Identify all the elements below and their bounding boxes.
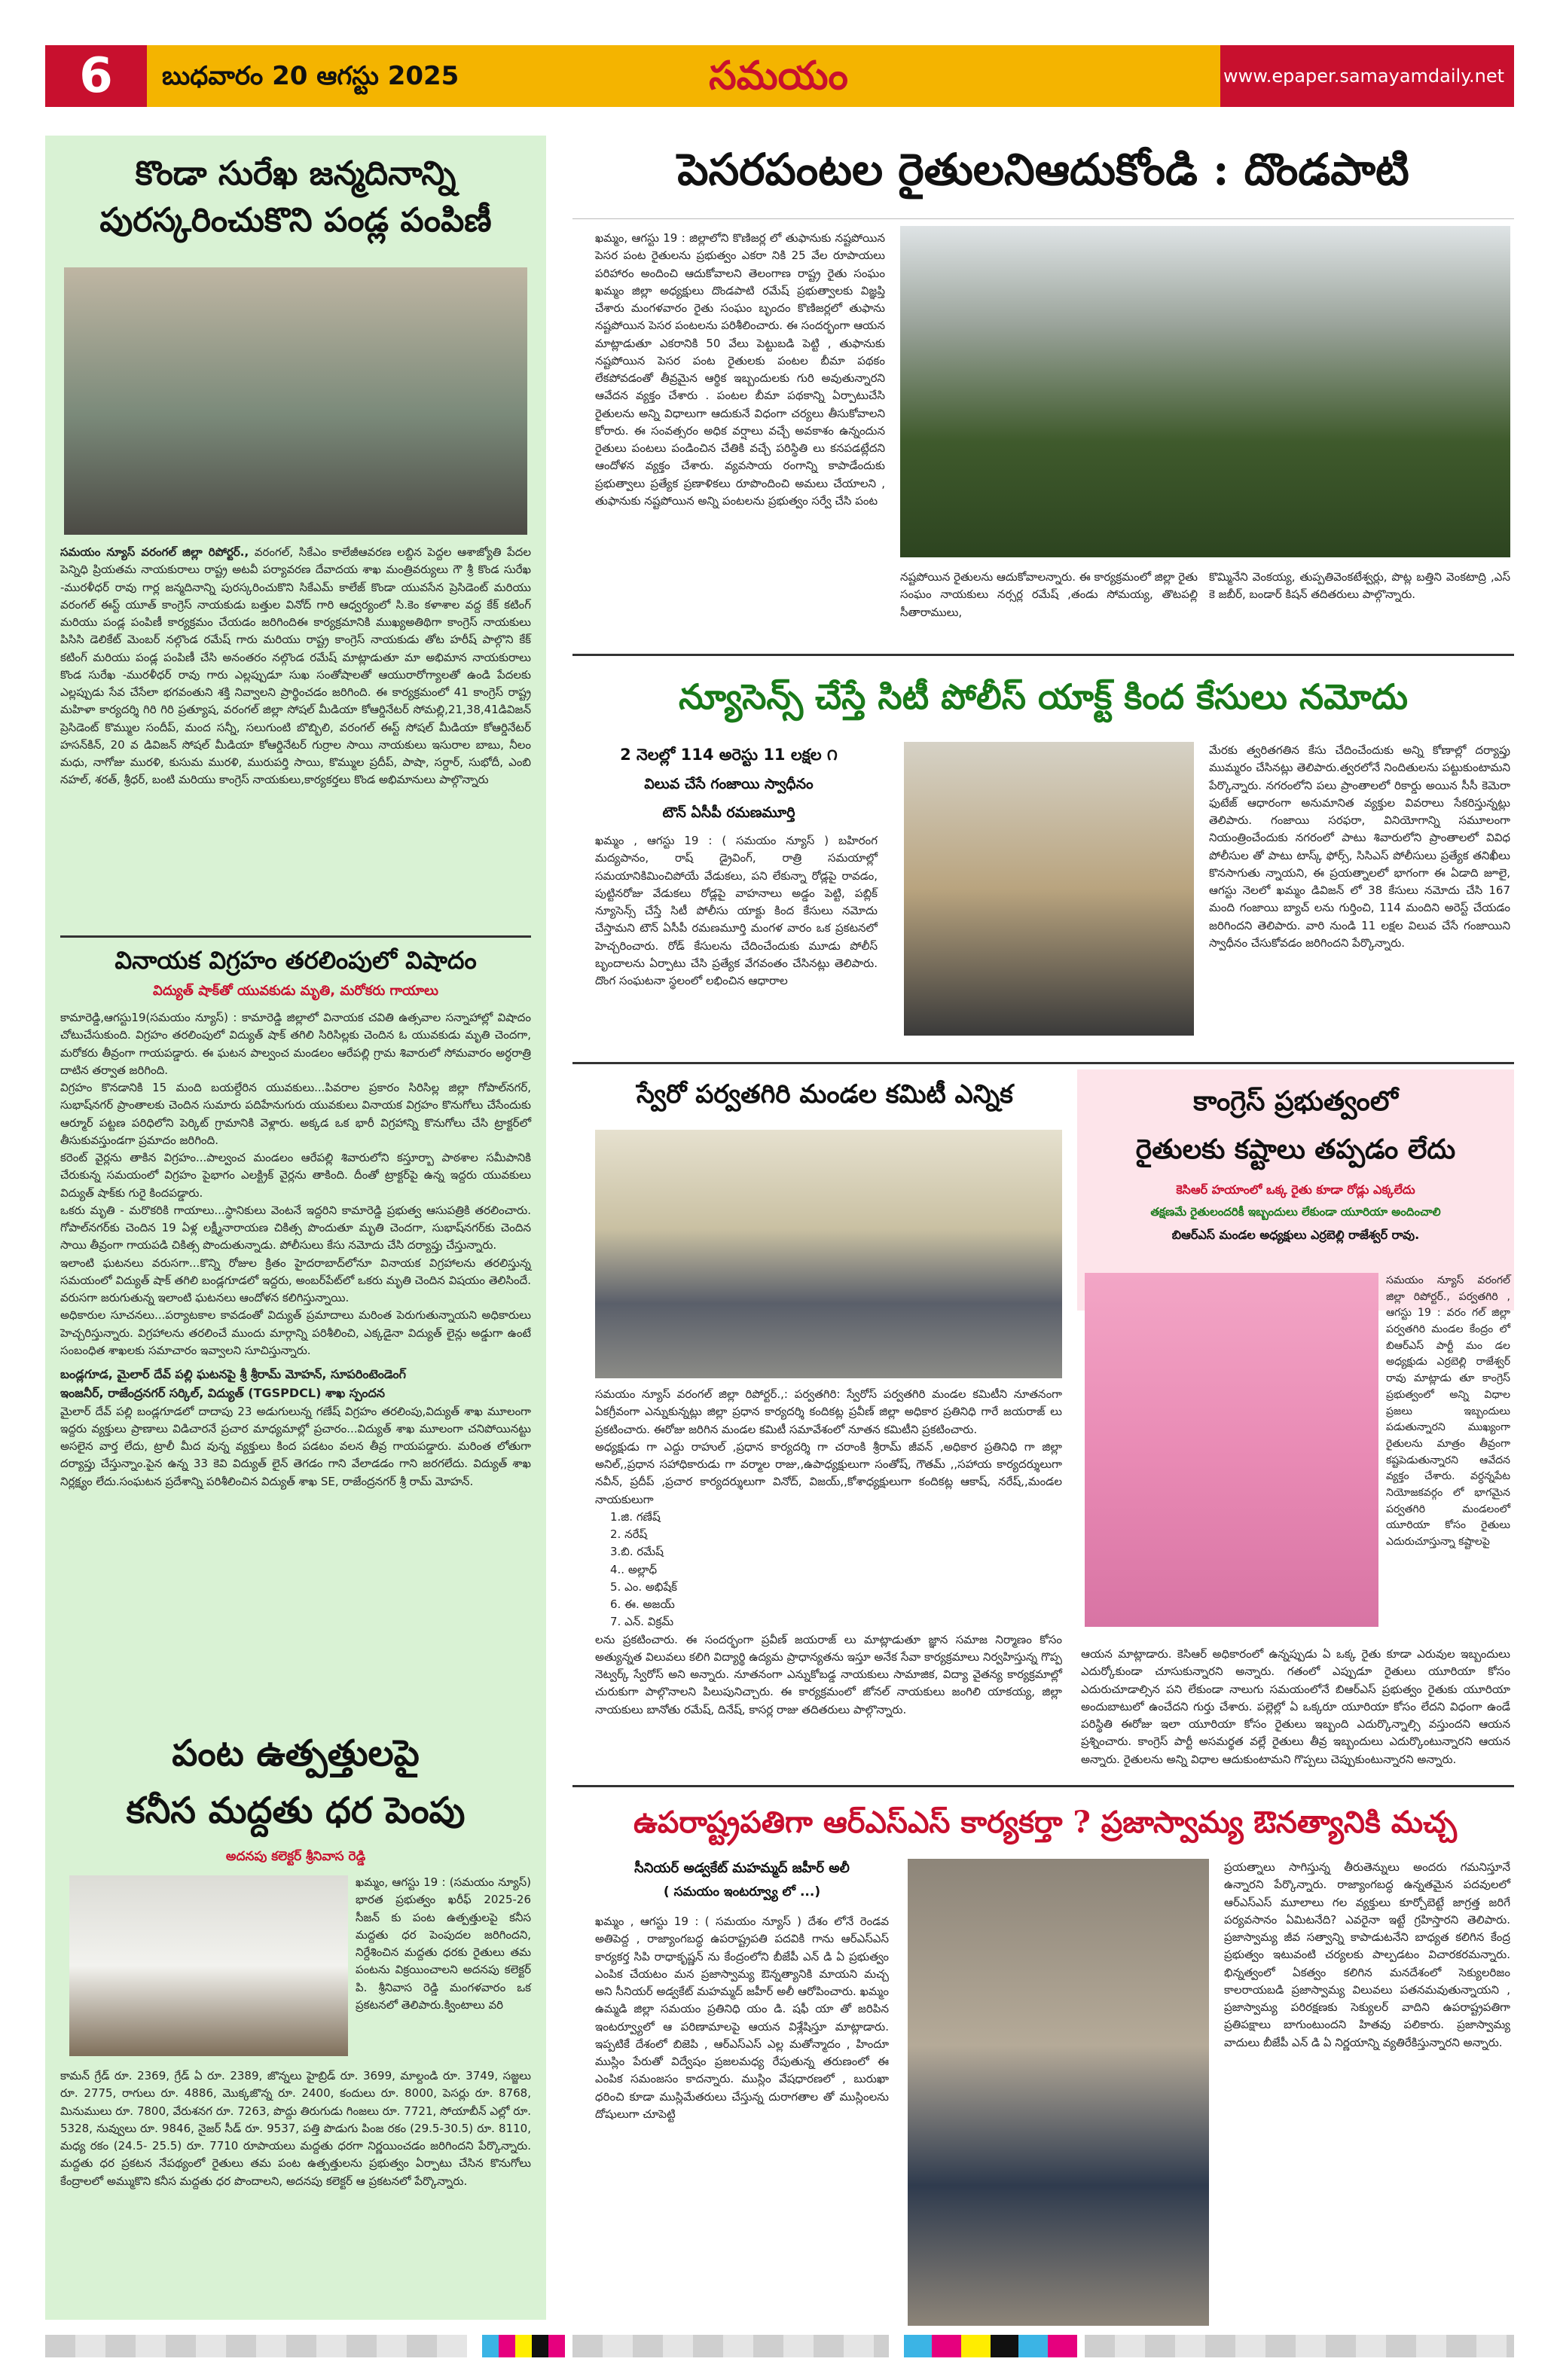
lead-caption-right: కొమ్మినేని వెంకయ్య, తుప్పతివెంకటేశ్వర్లు, పొట్ల బత్తిని వెంకటాద్రి ,ఎస్ కె జబీర్, బండార్ కిషన్ తదితరులు పాల్గొన్నారు.	[1209, 570, 1510, 602]
swaro-headline[interactable]: స్వేరో పర్వతగిరి మండల కమిటీ ఎన్నిక	[637, 1079, 1013, 1109]
story2-subhead3: ఇంజనీర్, రాజేంద్రనగర్ సర్కిల్, విద్యుత్ (TGSPDCL) శాఖ స్పందన	[60, 1385, 386, 1400]
nuisance-sub1: 2 నెలల్లో 114 అరెస్టు 11 లక్షల ౧	[620, 746, 838, 764]
swaro-para2: అధ్యక్షుడు గా ఎద్దు రాహుల్ ,ప్రధాన కార్యదర్శి గా చరాంకి శ్రీరామ్ జీవన్ ,అధికార ప్రతినిధి గా జిల్లా అనిల్,,ప్రధాన సహాధికారుడు గా వర్మాల రాజు,,ఉపాధ్యక్షులుగా సంతోష్, గౌతమ్ ,,సహాయ కార్యదర్శులుగా నవీన్, ప్రదీప్ ,ప్రచార కార్యదర్శులుగా వినోద్, విజయ్,,కోశాధ్యక్షులుగా కందికట్ల ఆకాష్, నరేష్,,మండల నాయకులుగా	[595, 1439, 1062, 1506]
list-item: 2. నరేష్	[610, 1527, 648, 1541]
congress-sub1: కెసిఆర్ హయాంలో ఒక్క రైతు కూడా రోడ్లు ఎక్కలేదు	[1176, 1182, 1415, 1197]
lead-headline[interactable]: పెసరపంటల రైతులనిఆదుకోండి : దొండపాటి	[677, 144, 1409, 195]
story1-headline-line1: కొండా సురేఖ జన్మదినాన్ని	[135, 154, 456, 193]
story2-body	[60, 1009, 531, 1491]
lead-body: ఖమ్మం, ఆగస్టు 19 : జిల్లాలోని కొణిజర్ల లో తుఫానుకు నష్టపోయిన పెసర పంట రైతులను ప్రభుత్వం ఎకరా నికి 25 వేల రూపాయలు పరిహారం అందించి ఆదుకోవాలని తెలంగాణ రాష్ట్ర రైతు సంఘం ఖమ్మం జిల్లా అధ్యక్షులు దొండపాటి రమేష్ ప్రభుత్వాలకు విజ్ఞప్తి చేశారు మంగళవారం రైతు సంఘం బృందం కొణిజర్లలో తుఫాను నష్టపోయిన పెసర పంటలను పరిశీలించారు. ఈ సందర్భంగా ఆయన మాట్లాడుతూ ఎకరానికి 50 వేలు పెట్టుబడి పెట్టి , తుఫానుకు నష్టపోయిన పెసర పంట రైతులకు పంటల బీమా పథకం లేకపోవడంతో తీవ్రమైన ఆర్థిక ఇబ్బందులకు గురి అవుతున్నారని ఆవేదన వ్యక్తం చేశారు . పంటల బీమా పథకాన్ని ఏర్పాటుచేసి రైతులను అన్ని విధాలుగా ఆదుకునే విధంగా చర్యలు తీసుకోవాలని కోరారు. ఈ సంవత్సరం అధిక వర్షాలు వచ్చే అవకాశం ఉన్నందున రైతులు పంటలు పండించిన చేతికి వచ్చే పరిస్థితి లు కనపడట్లేదని ఆందోళన వ్యక్తం చేశారు. వ్యవసాయ రంగాన్ని కాపాడేందుకు ప్రభుత్వాలు ప్రత్యేక ప్రణాళికలు రూపొందించి అమలు చేయాలని , తుఫానుకు నష్టపోయిన అన్ని పంటలను ప్రభుత్వం సర్వే చేసి పంట	[595, 231, 885, 508]
story3-headline[interactable]	[53, 1725, 539, 1839]
list-item: 6. ఈ. అజయ్	[610, 1597, 675, 1611]
registration-bar	[1085, 2335, 1514, 2357]
story3-photo	[69, 1875, 348, 2056]
story2-para3: కరెంట్ వైర్లను తాకిన విగ్రహం...పాల్వంచ మండలం ఆరేపల్లి శివారులోని కస్తూర్బా పాఠశాల సమీపానికి చేరుకున్న సమయంలో విగ్రహం పైభాగం ఎలక్ట్రిక్ వైర్లను తాకింది. దీంతో ట్రాక్టర్‌పై ఉన్న ఇద్దరు యువకులు విద్యుత్ షాక్‌కు గురై కిందపడ్డారు.	[60, 1151, 531, 1200]
congress-sub2: తక్షణమే రైతులందరికీ ఇబ్బందులు లేకుండా యూరియా అందించాలి	[1150, 1205, 1441, 1219]
divider	[572, 1062, 1514, 1064]
upa-body-right: ప్రయత్నాలు సాగిస్తున్న తీరుతెన్నులు అందరు గమనిస్తూనే ఉన్నారని పేర్కొన్నారు. రాజ్యాంగబద్ధ ఉన్నతమైన పదవులలో ఆర్ఎస్ఎస్ మూలాలు గల వ్యక్తులు కూర్చోబెట్టే జాగ్రత్త జరిగే పర్యవసానం ఏమిటనేది? ఎవరైనా ఇట్టే గ్రహిస్తారని తెలిపారు. ప్రజాస్వామ్య జీవ సత్వాన్ని కాపాడుటనేని బాధ్యత కలిగిన కేంద్ర ప్రభుత్వం ఇటువంటి చర్యలకు పాల్పడటం విచారకరమన్నారు. భిన్నత్వంలో ఏకత్వం కలిగిన మనదేశంలో సెక్యులరిజం కాలరాయబడి ప్రజాస్వామ్య విలువలు పతనమవుతున్నాయని , ప్రజాస్వామ్య పరిరక్షణకు సెక్యులర్ వాదిని ఉపరాష్ట్రపతిగా ప్రతిపక్షాలు బాగుంటుందని హితవు పలికారు. ప్రజాస్వామ్య వాదులు బీజేపీ ఎన్ డి ఏ నిర్ణయాన్ని వ్యతిరేకిస్తున్నారని అన్నారు.	[1224, 1860, 1510, 2049]
congress-headline-line1: కాంగ్రెస్ ప్రభుత్వంలో	[1193, 1085, 1398, 1117]
upa-sub1: సీనియర్ అడ్వకేట్ మహమ్మద్ జహీర్ అలీ	[634, 1860, 850, 1876]
divider	[572, 1785, 1514, 1787]
congress-photo	[1085, 1273, 1378, 1627]
story1-headline[interactable]	[53, 151, 539, 244]
swaro-para1: సమయం న్యూస్ వరంగల్ జిల్లా రిపోర్టర్.,: పర్వతగిరి: స్వేరోస్ పర్వతగిరి మండల కమిటీని నూతనంగా ఏకగ్రీవంగా ఎన్నుకున్నట్లు జిల్లా ప్రధాన కార్యదర్శి కందికట్ల ప్రవీణ్ జిల్లా అధికార ప్రతినిధి గారే జయరాజ్ లు ప్రకటించారు. ఈరోజు జరిగిన మండల కమిటీ సమావేశంలో నూతన కమిటీని ప్రకటించారు.	[595, 1387, 1062, 1436]
swaro-body	[595, 1386, 1062, 1719]
story1-headline-line2: పురస్కరించుకొని పండ్ల పంపిణీ	[99, 201, 492, 240]
story3-side-text: ఖమ్మం, ఆగస్టు 19 : (సమయం న్యూస్) భారత ప్రభుత్వం ఖరీఫ్ 2025-26 సీజన్ కు పంట ఉత్పత్తులపై కనీస మద్దతు ధర పెంపుదల జరిగిందని, నిర్దేశించిన మద్దతు ధరకు రైతులు తమ పంటను విక్రయించాలని అదనపు కలెక్టర్ పి. శ్రీనివాస రెడ్డి మంగళవారం ఒక ప్రకటనలో తెలిపారు.క్వింటాలు వరి	[356, 1875, 531, 2012]
story2-para6: అధికారుల సూచనలు...పర్యాటకాల కావడంతో విద్యుత్ ప్రమాదాలు మరింత పెరుగుతున్నాయని అధికారులు హెచ్చరిస్తున్నారు. విగ్రహాలను తరలించే ముందు మార్గాన్ని పరిశీలించి, ఎక్కడైనా విద్యుత్ లైన్లు అడ్డుగా ఉంటే సంబంధిత శాఖలకు సమాచారం ఇవ్వాలని సూచిస్తున్నారు.	[60, 1308, 531, 1357]
story1-dateline: సమయం న్యూస్ వరంగల్ జిల్లా రిపోర్టర్.,	[60, 545, 249, 559]
divider	[572, 654, 1514, 656]
divider	[572, 218, 1514, 219]
lead-caption-left: నష్టపోయిన రైతులను ఆదుకోవాలన్నారు. ఈ కార్యక్రమంలో జిల్లా రైతు సంఘం నాయకులు నర్సర్ల రమేష్ ,తండు సోమయ్య, తొటపల్లి సీతారాములు,	[900, 570, 1198, 619]
story2-para7: మైలార్ దేవ్ పల్లి బండ్లగూడలో దాదాపు 23 అడుగులున్న గణేష్ విగ్రహం తరలింపు,విద్యుత్ శాఖ మూలంగా ఇద్దరు వ్యక్తులు ప్రాణాలు విడిచారనే ప్రచార మాధ్యమాల్లో ప్రచారం...విద్యుత్ శాఖ మూలంగా చనిపోయినట్టు అసలైన వార్త లేదు, ట్రాలీ మీద వున్న వ్యక్తులు కింద పడటం వలన తీవ్ర గాయపడ్డారు. మరింత లోతుగా దర్యాప్తు చేస్తున్నాం.పైన ఉన్న 33 కెవి విద్యుత్ లైన్ తెగడం గాని వేలాడడం గాని జరగలేదు. విద్యుత్ శాఖ నిర్లక్ష్యం లేదు.సంఘటన ప్రదేశాన్ని పరిశీలించిన విద్యుత్ శాఖ SE, రాజేంద్రనగర్ శ్రీ రామ్ మోహన్.	[60, 1404, 531, 1488]
story3-headline-line2: కనీస మద్దతు ధర పెంపు	[126, 1790, 466, 1832]
nuisance-headline[interactable]: న్యూసెన్స్ చేస్తే సిటీ పోలీస్ యాక్ట్ కింద కేసులు నమోదు	[678, 676, 1409, 717]
color-bar	[904, 2335, 1077, 2357]
story3-byline: అదనపు కలెక్టర్ శ్రీనివాస రెడ్డి	[225, 1849, 366, 1864]
nuisance-sub3: టౌన్ ఏసీపీ రమణమూర్తి	[662, 804, 795, 821]
color-bar	[482, 2335, 565, 2357]
list-item: 3.బి. రమేష్	[610, 1545, 664, 1559]
story3-headline-line1: పంట ఉత్పత్తులపై	[172, 1732, 420, 1774]
congress-headline[interactable]	[1077, 1077, 1514, 1173]
masthead-date: బుధవారం 20 ఆగస్టు 2025	[162, 61, 459, 91]
story2-para1: కామారెడ్డి,ఆగస్టు19(సమయం న్యూస్) : కామారెడ్డి జిల్లాలో వినాయక చవితి ఉత్సవాల సన్నాహాల్లో విషాదం చోటుచేసుకుంది. విగ్రహం తరలింపులో విద్యుత్ షాక్ తగిలి సిరిసిల్లకు చెందిన ఓ యువకుడు మృతి చెందగా, మరోకరు తీవ్రంగా గాయపడ్డారు. ఈ ఘటన పాల్వంచ మండలం ఆరేపల్లి గ్రామ శివారులో సోమవారం అర్ధరాత్రి దాటిన తర్వాత జరిగింది.	[60, 1011, 531, 1077]
nuisance-sub2: విలువ చేసే గంజాయి స్వాధీనం	[644, 776, 814, 792]
masthead-logo: సమయం	[709, 53, 848, 99]
story1-text: వరంగల్, సికేఎం కాలేజీఆవరణ లబ్దిన పెద్దల ఆశాజ్యోతి పేదల పెన్నిధి ప్రియతమ నాయకురాలు రాష్ట్ర అటవీ పర్యావరణ దేవాదయ శాఖ మంత్రివర్యులు గౌ శ్రీ కొండ సురేఖ -మురళీధర్ రావు గార్ల జన్మదినాన్ని పురస్కరించుకొని సికేఎమ్ కాలేజ్ కొండా యువసేన ప్రెసిడెంట్ మరియు వరంగల్ ఈస్ట్ యూత్ కాంగ్రెస్ నాయకుడు బత్తుల వినోద్ గారి ఆధ్వర్యంలో సి.కెం కళాశాల వద్ద కేక్ కటింగ్ మరియు పండ్ల పంపిణీ కార్యక్రమం చేయడం జరిగిందిఈ కార్యక్రమానికి ముఖ్యఅతిథిగా కాంగ్రెస్ నాయకులు పిసిసి డెలికేట్ మెంబర్ నల్గొండ రమేష్ గారు మరియు రాష్ట్ర కాంగ్రెస్ నాయకుడు తోట హరీష్ పాల్గొని కేక్ కటింగ్ మరియు పండ్ల పంపిణీ చేసి అనంతరం నల్గొండ రమేష్ మాట్లాడుతూ మా అభిమాన నాయకురాలు కొండ సురేఖ -మురళీధర్ రావు గారు ఎల్లప్పుడూ సుఖ సంతోషాలతో ఆయురారోగ్యాలతో ఉండి పేదలకు ఎల్లప్పుడు సేవ చేసేలా భగవంతుని శక్తి నివ్వాలని ప్రార్థించడం జరిగింది. ఈ కార్యక్రమంలో 41 కాంగ్రెస్ రాష్ట్ర మహిళా కార్యదర్శి గిరి గిరి ప్రత్యూష, వరంగల్ జిల్లా సోషల్ మీడియా కోఆర్డినేటర్ సోమల్లి,21,38,41డివిజన్ ప్రెసిడెంట్ కొమ్ముల సందీప్, మంద సన్నీ, సలుగుంటి బొబ్బిలి, వరంగల్ ఈస్ట్ సోషల్ మీడియా కోఆర్డినేటర్ హసన్‌కిన్, 20 వ డివిజన్ సోషల్ మీడియా కోఆర్డినేటర్ గుర్రాల సాయి నాయకులు ఇసురాల బాబు, నీలం మధు, నాగోజు మురళి, కుసుమ మురళి, మురుపర్తి సాయి, కొమ్ముల ప్రదీప్, పాషా, సర్దార్, సుభోదీ, ఎంబి నహల్, శరత్, శ్రీధర్, బంటి మరియు కాంగ్రెస్ నాయకులు,కార్యకర్తలు కొండ అభిమానులు పాల్గొన్నారు	[60, 545, 532, 787]
story2-subhead: విద్యుత్ షాక్‌తో యువకుడు మృతి, మరోకరు గాయాలు	[153, 983, 438, 999]
lead-photo	[900, 226, 1510, 557]
congress-headline-line2: రైతులకు కష్టాలు తప్పడం లేదు	[1135, 1134, 1456, 1165]
list-item: 7. ఎన్. విక్రమ్	[610, 1615, 674, 1629]
list-item: 4.. అల్లాధ్	[610, 1562, 658, 1576]
divider	[60, 935, 531, 938]
upa-headline[interactable]: ఉపరాష్ట్రపతిగా ఆర్ఎస్ఎస్ కార్యకర్తా ? ప్రజాస్వామ్య ఔనత్యానికి మచ్చ	[633, 1805, 1457, 1840]
list-item: 1.జి. గణేష్	[610, 1509, 661, 1524]
story3-body: కామన్ గ్రేడ్ రూ. 2369, గ్రేడ్ ఏ రూ. 2389, జొన్నలు హైబ్రిడ్ రూ. 3699, మాల్దండి రూ. 3749, సజ్జలు రూ. 2775, రాగులు రూ. 4886, మొక్కజొన్న రూ. 2400, కందులు రూ. 8000, పెసర్లు రూ. 8768, మినుములు రూ. 7800, వేరుశనగ రూ. 7263, పొద్దు తిరుగుడు గింజలు రూ. 7721, సోయాబీన్ ఎల్లో రూ. 5328, నువ్వులు రూ. 9846, నైజర్ సీడ్ రూ. 9537, పత్తి పొడుగు పింజ రకం (29.5-30.5) రూ. 8110, మధ్య రకం (24.5- 25.5) రూ. 7710 రూపాయలు మద్దతు ధరగా నిర్ణయించడం జరిగిందని పేర్కొన్నారు. మద్దతు ధర ప్రకటన నేపథ్యంలో రైతులు తమ పంట ఉత్పత్తులను ప్రభుత్వం ఏర్పాటు చేసిన కొనుగోలు కేంద్రాలలో అమ్ముకొని కనీస మద్దతు ధర పొందాలని, అదనపు కలెక్టర్ ఆ ప్రకటనలో పేర్కొన్నారు.	[60, 2069, 531, 2188]
registration-bar	[45, 2335, 467, 2357]
nuisance-body-right: మేరకు త్వరితగతిన కేసు చేదించేందుకు అన్ని కోణాల్లో దర్యాప్తు ముమ్మరం చేసినట్లు తెలిపారు.త్వరలోనే నిందితులను పట్టుకుంటామని పేర్కొన్నారు. నగరంలోని పలు ప్రాంతాలలో రికార్డు అయిన సీసీ కెమెరా ఫుటేజ్ ఆధారంగా అనుమానిత వ్యక్తుల వివరాలు సేకరిస్తున్నట్లు తెలిపారు. గంజాయి సరఫరా, వినియోగాన్ని సమూలంగా నియంత్రించేందుకు నగరంలో పాటు శివారులోని ప్రాంతాలలో వివిధ పోలీసుల తో పాటు టాస్క్ ఫోర్స్, సిసిఎస్ పోలీసులు ప్రత్యేక తనిఖీలు కొనసాగుతు న్నాయని, ఈ ప్రయత్నాలలో భాగంగా ఈ ఏడాది జూలై, ఆగస్టు నెలలో ఖమ్మం డివిజన్ లో 38 కేసులు నమోదు చేసి 167 మంది గంజాయి బ్యాచ్ లను గుర్తించి, 114 మందిని అరెస్ట్ చేయడం జరిగిందని తెలిపారు. వారి నుండి 11 లక్షల విలువ చేసే గంజాయిని స్వాధీనం చేసుకోవడం జరిగిందని పేర్కొన్నారు.	[1209, 743, 1510, 950]
congress-side-text: సమయం న్యూస్ వరంగల్ జిల్లా రిపోర్టర్., పర్వతగిరి , ఆగస్టు 19 : వరం గల్ జిల్లా పర్వతగిరి మండల కేంద్రం లో బిఆర్ఎస్ పార్టీ మం డల అధ్యక్షుడు ఎర్రబెల్లి రాజేశ్వర్ రావు మాట్లాడు తూ కాంగ్రెస్ ప్రభుత్వంలో అన్ని విధాల ప్రజలు ఇబ్బందులు పడుతున్నారని ముఖ్యంగా రైతులను మాత్రం తీవ్రంగా కష్టపెడుతున్నారని ఆవేదన వ్యక్తం చేశారు. వర్ధన్నపేట నియోజకవర్గం లో భాగమైన పర్వతగిరి మండలంలో యూరియా కోసం రైతులు ఎదురుచూస్తున్నా కష్టాలపై	[1386, 1274, 1510, 1548]
page-number: 6	[45, 45, 147, 107]
swaro-para3: లను ప్రకటించారు. ఈ సందర్భంగా ప్రవీణ్ జయరాజ్ లు మాట్లాడుతూ జ్ఞాన సమాజ నిర్మాణం కోసం అత్యున్నత విలువలు కలిగి విద్యార్థి ఉద్యమ ప్రాధాన్యతను ఇస్తూ అనేక సేవా కార్యక్రమాలు నిర్వహిస్తున్న గొప్ప నెట్వర్క్ స్వేరోస్ అని అన్నారు. నూతనంగా ఎన్నుకోబడ్డ నాయకులు సామాజిక, విద్యా వైతన్య కార్యక్రమాల్లో చురుకుగా పాల్గొనాలని పిలుపునిచ్చారు. ఈ కార్యక్రమంలో జోనల్ నాయకులు జంగిలి యాకయ్య, జిల్లా నాయకులు బానోతు రమేష్, దినేష్, కాసర్ల రాజు తదితరులు పాల్గొన్నారు.	[595, 1632, 1062, 1716]
nuisance-photo	[904, 742, 1194, 1036]
upa-sub2: ( సమయం ఇంటర్వ్యూ లో ...)	[663, 1884, 821, 1899]
congress-body: ఆయన మాట్లాడారు. కెసిఆర్ అధికారంలో ఉన్నప్పుడు ఏ ఒక్క రైతు కూడా ఎరువుల ఇబ్బందులు ఎదుర్కోకుండా చూసుకున్నారని అన్నారు. గతంలో ఎప్పుడూ రైతులు యూరియా కోసం ఎదురుచూడాల్సిన పని లేకుండా నాలుగు సమయంలోనే బిఆర్ఎస్ ప్రభుత్వం రైతుకు యూరియా అందుబాటులో ఉంచేదని గుర్తు చేశారు. పల్లెల్లో ఏ ఒక్కరూ యూరియా కోసం లేదని విధంగా ఉండే పరిస్థితి ఈరోజు ఇలా యూరియా కోసం రైతులు ఇబ్బంది ఎదుర్కొన్నాల్సి వస్తుందని ఆయన ప్రశ్నించారు. కాంగ్రెస్ పార్టీ అసమర్థత వల్లే రైతులు తీవ్ర ఇబ్బందులు ఎదుర్కొంటున్నారని ఆయన అన్నారు. రైతులను అన్ని విధాల ఆదుకుంటామని గొప్పలు చెప్పుకుంటున్నారని అన్నారు.	[1081, 1647, 1510, 1766]
story2-para4: ఒకరు మృతి - మరొకరికి గాయాలు...స్థానికులు వెంటనే ఇద్దరిని కామారెడ్డి ప్రభుత్వ ఆసుపత్రికి తరలించారు. గోపాల్‌నగర్‌కు చెందిన 19 ఏళ్ల లక్ష్మీనారాయణ చికిత్స పొందుతూ మృతి చెందగా, సుభాష్‌నగర్‌కు చెందిన సాయి తీవ్రంగా గాయపడి చికిత్స పొందుతున్నాడు. పోలీసులు కేసు నమోదు చేసి దర్యాప్తు చేస్తున్నారు.	[60, 1203, 531, 1253]
nuisance-body-left: ఖమ్మం , ఆగస్టు 19 : ( సమయం న్యూస్ ) బహిరంగ మద్యపానం, రాష్ డ్రైవింగ్, రాత్రి సమయాల్లో సమయానికిమించిపోయే వేడుకలు, పని లేకున్నా రోడ్లపై రావడం, పుట్టినరోజు వేడుకలు రోడ్లపై వాహనాలు అడ్డం పెట్టి, పబ్లిక్ న్యూసెన్స్ చేస్తే సిటీ పోలీసు యాక్టు కింద కేసులు నమోదు చేస్తామని టౌన్ ఏసీపీ రమణమూర్తి మంగళ వారం ఒక ప్రకటనలో హెచ్చరించారు. రోడ్ కేసులను చేదించేందుకు మూడు పోలీస్ బృందాలను ఏర్పాటు చేసి ప్రత్యేక వేగవంతం చేసినట్లు తెలిపారు. దొంగ సంఘటనా స్థలంలో లభించిన ఆధారాల	[595, 834, 878, 987]
story2-headline[interactable]: వినాయక విగ్రహం తరలింపులో విషాదం	[114, 946, 477, 975]
story2-subhead2: బండ్లగూడ, మైలార్ దేవ్ పల్లి ఘటనపై శ్రీ శ్రీరామ్ మోహన్, సూపరింటెండెంగ్	[60, 1367, 406, 1381]
upa-photo	[908, 1859, 1209, 2326]
registration-bar	[572, 2335, 889, 2357]
masthead-website[interactable]: www.epaper.samayamdaily.net	[1223, 66, 1504, 87]
story1-body	[60, 544, 531, 789]
swaro-list	[595, 1509, 1062, 1631]
congress-sub3: బిఆర్ఎస్ మండల అధ్యక్షులు ఎర్రబెల్లి రాజేశ్వర్ రావు.	[1171, 1228, 1420, 1242]
swaro-photo	[595, 1130, 1062, 1378]
upa-body-left: ఖమ్మం , ఆగస్టు 19 : ( సమయం న్యూస్ ) దేశం లోనే రెండవ అతిపెద్ద , రాజ్యాంగబద్ధ ఉపరాష్ట్రపతి పదవికి గాను ఆర్ఎస్ఎస్ కార్యకర్త సిపి రాధాకృష్ణన్ ను కేంద్రంలోని బీజేపీ ఎన్ డి ఏ ప్రభుత్వం ఎంపిక చేయటం మన ప్రజాస్వామ్య ఔన్నత్యానికి మాయని మచ్చ అని సీనియర్ అడ్వకేట్ మహమ్మద్ జహీర్ అలీ ఆరోపించారు. ఖమ్మం ఉమ్మడి జిల్లా సమయం ప్రతినిధి యం డి. షఫీ యా తో జరిపిన ఇంటర్వ్యూలో ఆ పరిణామాలపై ఆయన విశ్లేషిస్తూ మాట్లాడారు. ఇప్పటికే దేశంలో బిజెపి , ఆర్ఎస్ఎస్ ఎల్ల మతోన్మాదం , హిందూ ముస్లిం పేరుతో విద్వేషం ప్రజలమధ్య రేపుతున్న తరుణంలో ఈ ఎంపిక సమంజసం కాదన్నారు. ముస్లిం వేషధారణలో , బురుఖా ధరించి కూడా ముస్లిమేతరులు చేస్తున్న దురాగతాల తో ముస్లింలను దోషులుగా చూపెట్టి	[595, 1915, 889, 2121]
story2-para2: విగ్రహం కొనడానికి 15 మంది బయల్దేరిన యువకులు...పివరాల ప్రకారం సిరిసిల్ల జిల్లా గోపాల్‌నగర్, సుభాష్‌నగర్ ప్రాంతాలకు చెందిన సుమారు పదిహేనుగురు యువకులు వినాయక విగ్రహం కొనుగోలు చేసేందుకు ఆర్మూర్ పట్టణ పరిధిలోని పెర్కిట్ గ్రామానికి వెళ్లారు. అక్కడ ఒక భారీ విగ్రహాన్ని కొనుగోలు చేసి ట్రాక్టర్‌లో తీసుకువస్తుండగా ప్రమాదం జరిగింది.	[60, 1081, 531, 1147]
list-item: 5. ఎం. అభిషేక్	[610, 1579, 677, 1594]
story1-photo	[64, 267, 527, 535]
story2-para5: ఇలాంటి ఘటనలు వరుసగా...కొన్ని రోజుల క్రితం హైదరాబాద్‌లోనూ వినాయక విగ్రహాలను తరలిస్తున్న సమయంలో విద్యుత్ షాక్ తగిలి బండ్లగూడలో ఇద్దరు, అంబర్‌పేట్‌లో ఒకరు మృతి చెందిన విషయం తెలిసిందే. వరుసగా జరుగుతున్న ఇలాంటి ఘటనలు ఆందోళన కలిగిస్తున్నాయి.	[60, 1256, 531, 1304]
